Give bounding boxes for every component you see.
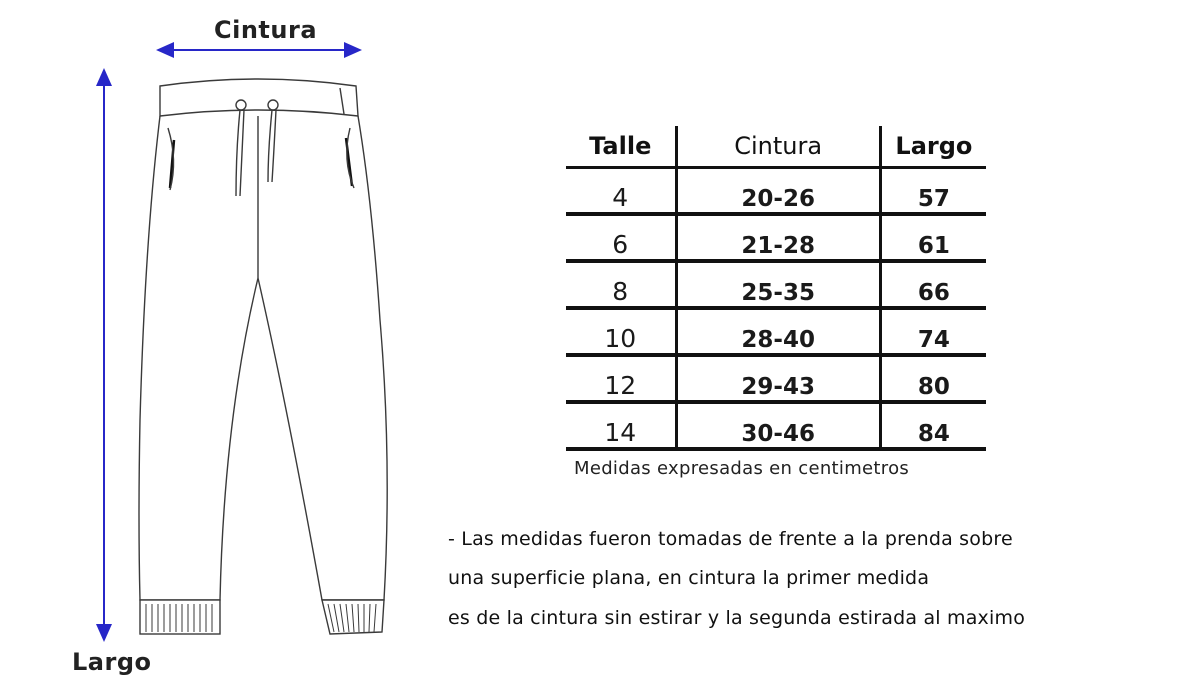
cell-talle: 4 xyxy=(566,168,676,215)
cell-largo: 84 xyxy=(880,402,986,449)
measurement-note-line: es de la cintura sin estirar y la segunda estirada al maximo xyxy=(448,607,1026,629)
measurement-note-line: - Las medidas fueron tomadas de frente a la prenda sobre xyxy=(448,528,1013,550)
table-row xyxy=(566,168,986,215)
cell-largo: 61 xyxy=(880,214,986,261)
cell-cintura: 21-28 xyxy=(676,214,880,261)
header-largo: Largo xyxy=(880,126,986,168)
length-label: Largo xyxy=(72,648,152,676)
cell-largo: 74 xyxy=(880,308,986,355)
table-caption: Medidas expresadas en centimetros xyxy=(574,458,910,479)
cell-cintura: 20-26 xyxy=(676,168,880,215)
cell-largo: 80 xyxy=(880,355,986,402)
table-row xyxy=(566,261,986,308)
cell-cintura: 30-46 xyxy=(676,402,880,449)
table-row xyxy=(566,402,986,449)
cell-cintura: 25-35 xyxy=(676,261,880,308)
header-cintura: Cintura xyxy=(676,126,880,168)
cell-talle: 8 xyxy=(566,261,676,308)
header-talle: Talle xyxy=(566,126,676,168)
cell-talle: 12 xyxy=(566,355,676,402)
cell-talle: 14 xyxy=(566,402,676,449)
measurement-note-line: una superficie plana, en cintura la primer medida xyxy=(448,567,930,589)
cell-largo: 57 xyxy=(880,168,986,215)
table-row xyxy=(566,214,986,261)
cell-cintura: 29-43 xyxy=(676,355,880,402)
table-row xyxy=(566,308,986,355)
waist-label: Cintura xyxy=(214,16,318,44)
cell-talle: 10 xyxy=(566,308,676,355)
cell-cintura: 28-40 xyxy=(676,308,880,355)
cell-talle: 6 xyxy=(566,214,676,261)
cell-largo: 66 xyxy=(880,261,986,308)
table-row xyxy=(566,355,986,402)
table-header-row xyxy=(566,126,986,168)
pants-outline xyxy=(139,79,387,634)
size-table xyxy=(566,126,986,451)
